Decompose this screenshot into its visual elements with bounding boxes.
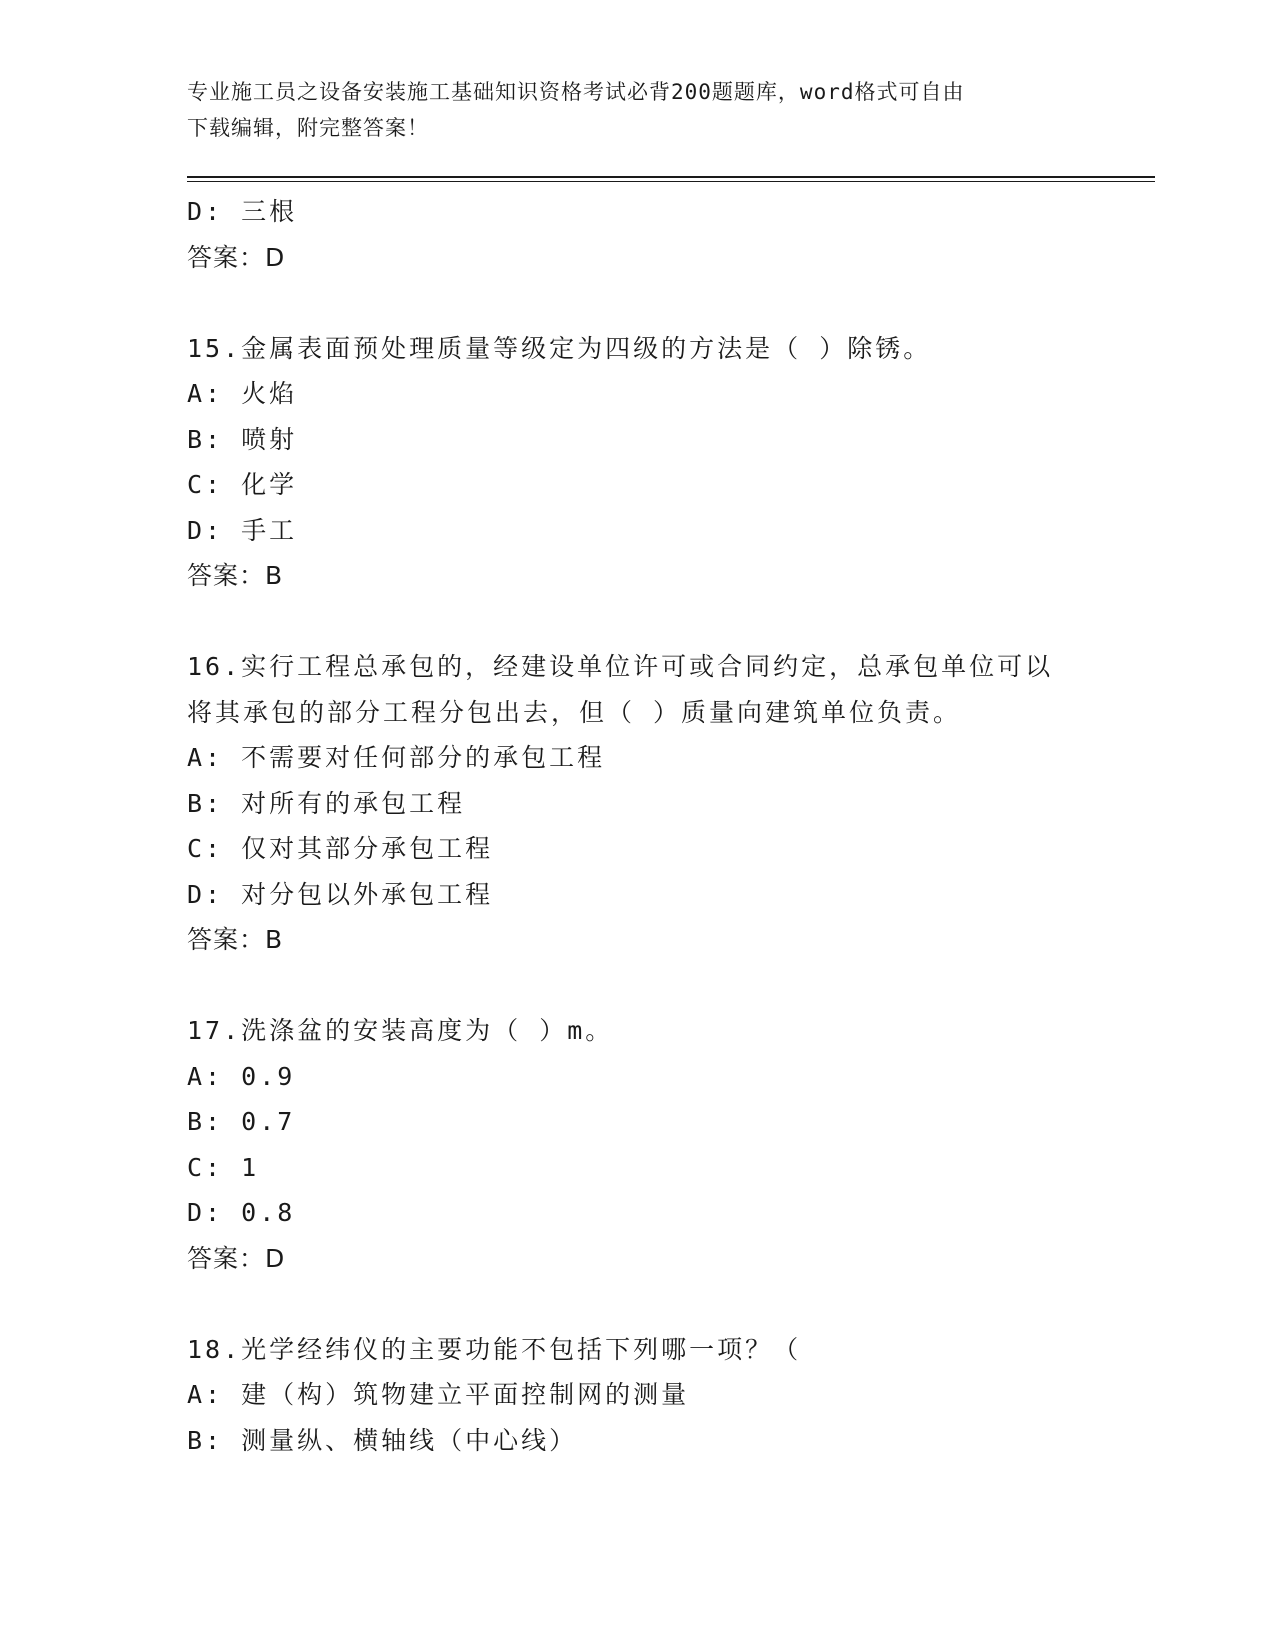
- option-d: D: 手工: [187, 515, 298, 545]
- question-list: [187, 189, 1107, 1463]
- answer: 答案：D: [187, 1243, 286, 1273]
- question-17: [187, 1008, 1107, 1281]
- header-rule-thin: [187, 181, 1155, 182]
- option-a: A: 0.9: [187, 1061, 296, 1091]
- spacer: [187, 599, 1107, 645]
- header-line-1: 专业施工员之设备安装施工基础知识资格考试必背200题题库，word格式可自由: [187, 80, 965, 104]
- option-b: B: 喷射: [187, 424, 298, 454]
- answer: 答案：B: [187, 925, 284, 954]
- option-c: C: 化学: [187, 470, 298, 499]
- question-text: 18.光学经纬仪的主要功能不包括下列哪一项？（: [187, 1334, 802, 1364]
- option-c: C: 仅对其部分承包工程: [187, 834, 494, 863]
- option-a: A: 火焰: [187, 379, 298, 408]
- question-text: 15.金属表面预处理质量等级定为四级的方法是（ ）除锈。: [187, 333, 932, 363]
- document-header: [187, 74, 1087, 146]
- header-line-2: 下载编辑，附完整答案！: [187, 116, 429, 140]
- answer: 答案：B: [187, 561, 284, 590]
- question-18: [187, 1327, 1107, 1464]
- prev-option-d: D: 三根: [187, 197, 298, 226]
- option-d: D: 0.8: [187, 1198, 296, 1227]
- question-16: [187, 644, 1107, 963]
- question-text-continued: 将其承包的部分工程分包出去，但（ ）质量向建筑单位负责。: [187, 697, 962, 727]
- question-text: 16.实行工程总承包的，经建设单位许可或合同约定，总承包单位可以: [187, 652, 1054, 681]
- option-a: A: 不需要对任何部分的承包工程: [187, 743, 606, 772]
- option-b: B: 测量纵、横轴线（中心线）: [187, 1425, 578, 1455]
- question-text: 17.洗涤盆的安装高度为（ ）m。: [187, 1016, 614, 1045]
- question-15: [187, 326, 1107, 599]
- option-c: C: 1: [187, 1152, 260, 1182]
- spacer: [187, 1281, 1107, 1327]
- option-b: B: 对所有的承包工程: [187, 788, 466, 818]
- spacer: [187, 280, 1107, 326]
- prev-answer: 答案：D: [187, 242, 286, 272]
- header-rule-thick: [187, 176, 1155, 178]
- option-d: D: 对分包以外承包工程: [187, 879, 494, 909]
- spacer: [187, 963, 1107, 1009]
- option-a: A: 建（构）筑物建立平面控制网的测量: [187, 1380, 690, 1409]
- option-b: B: 0.7: [187, 1107, 296, 1136]
